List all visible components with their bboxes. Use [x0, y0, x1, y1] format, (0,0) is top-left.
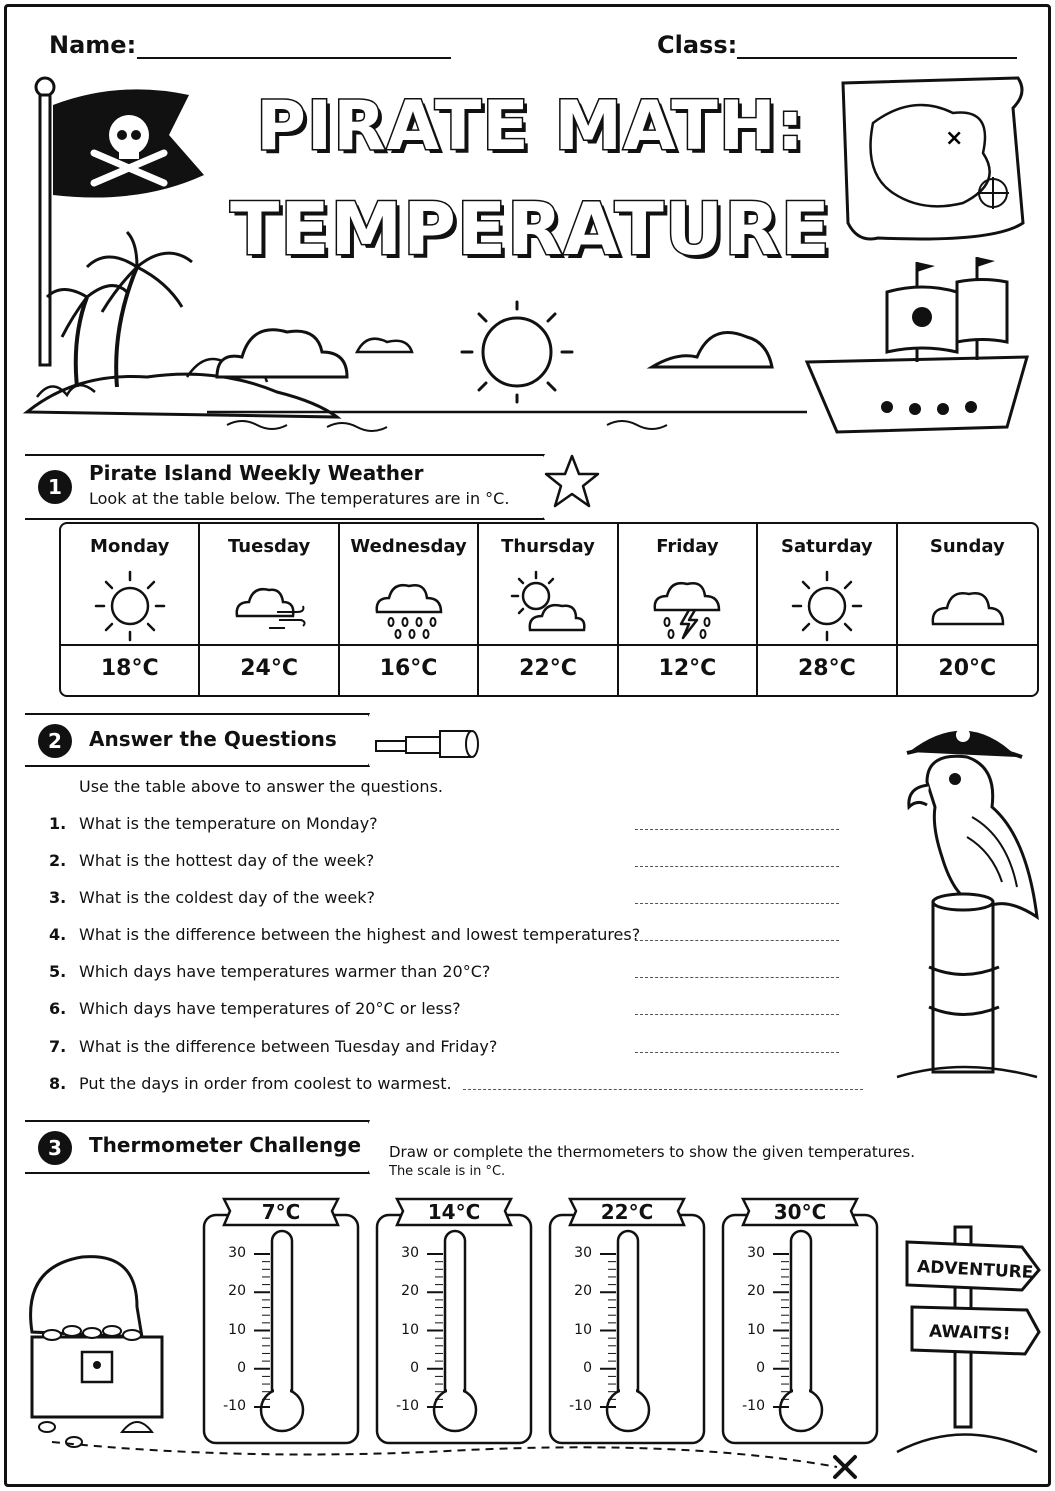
rain-cloud-icon [369, 566, 449, 646]
section-1-subtitle: Look at the table below. The temperatures are in °C. [89, 489, 510, 508]
section-1-title: Pirate Island Weekly Weather [89, 461, 424, 485]
question-6: 6. Which days have temperatures of 20°C or less? [49, 999, 461, 1018]
cloud-wind-icon [229, 566, 309, 646]
thermometer-scale-label: 30 [228, 1245, 246, 1261]
spyglass-icon [372, 725, 482, 765]
name-label: Name: [49, 31, 137, 59]
answer-line-7[interactable] [635, 1052, 839, 1053]
worksheet-page [4, 4, 1051, 1487]
title-line-1: PIRATE MATH: [256, 87, 805, 166]
weather-temp: 22°C [519, 656, 577, 681]
weather-cell-thursday [479, 524, 618, 695]
weather-day-label: Monday [90, 536, 170, 557]
weather-day-label: Wednesday [350, 536, 467, 557]
weather-cell-saturday [758, 524, 897, 695]
weather-temp: 24°C [240, 656, 299, 681]
weather-cell-wednesday [340, 524, 479, 695]
weather-day-label: Sunday [929, 536, 1005, 557]
weather-cell-sunday [898, 524, 1037, 695]
weather-temp: 28°C [797, 656, 856, 681]
weather-day-label: Friday [656, 536, 719, 557]
question-4: 4. What is the difference between the highest and lowest temperatures? [49, 925, 641, 944]
weather-temp: 12°C [658, 656, 717, 681]
thermometer-scale-label: 20 [401, 1283, 419, 1300]
thermometer-3[interactable] [548, 1197, 708, 1447]
parrot-icon [887, 707, 1047, 1097]
pirate-ship-icon [797, 252, 1037, 447]
weather-cell-tuesday [200, 524, 339, 695]
thermometer-scale-label: 0 [583, 1359, 592, 1376]
weather-day-label: Thursday [501, 536, 595, 557]
treasure-path [47, 1432, 877, 1487]
answer-line-6[interactable] [635, 1014, 839, 1015]
weather-temp: 16°C [379, 656, 438, 681]
weather-day-label: Saturday [781, 536, 873, 557]
thermometer-scale-label: -10 [742, 1398, 765, 1414]
thermometer-scale-label: -10 [569, 1398, 592, 1414]
thermometer-scale-label: 10 [574, 1321, 592, 1338]
answer-line-2[interactable] [635, 866, 839, 867]
answer-line-1[interactable] [635, 829, 839, 830]
thermometer-target-label: 14°C [427, 1200, 481, 1224]
question-5: 5. Which days have temperatures warmer than 20°C? [49, 962, 491, 981]
weather-cell-friday [619, 524, 758, 695]
thermometer-scale-label: 10 [747, 1321, 765, 1338]
section-2-number: 2 [38, 724, 72, 758]
question-2: 2. What is the hottest day of the week? [49, 851, 375, 870]
thermometer-scale-label: 30 [401, 1245, 419, 1261]
sign-text-top: ADVENTURE [916, 1256, 1034, 1284]
thermometer-scale-label: 0 [410, 1359, 419, 1376]
section-1-number: 1 [38, 470, 72, 504]
section-2-subtitle: Use the table above to answer the questions. [79, 777, 443, 796]
sea-scene-icon [207, 297, 807, 437]
thermometer-scale-label: 20 [574, 1283, 592, 1300]
section-3-title: Thermometer Challenge [89, 1133, 362, 1157]
class-label: Class: [657, 31, 738, 59]
question-3: 3. What is the coldest day of the week? [49, 888, 375, 907]
thermometer-2[interactable] [375, 1197, 535, 1447]
title-line-2: TEMPERATURE [230, 187, 831, 271]
partly-cloudy-icon [508, 566, 588, 646]
thermometer-1[interactable] [202, 1197, 362, 1447]
name-line[interactable] [137, 57, 451, 59]
thermometer-scale-label: -10 [223, 1398, 246, 1414]
thermometer-target-label: 7°C [261, 1200, 301, 1224]
treasure-chest-icon [12, 1247, 197, 1457]
question-7: 7. What is the difference between Tuesday and Friday? [49, 1037, 498, 1056]
sun-icon [787, 566, 867, 646]
answer-line-5[interactable] [635, 977, 839, 978]
thermometer-target-label: 30°C [773, 1200, 827, 1224]
thermometer-4[interactable] [721, 1197, 881, 1447]
cloud-icon [927, 566, 1007, 646]
question-1: 1. What is the temperature on Monday? [49, 814, 378, 833]
starfish-icon [542, 452, 602, 512]
class-line[interactable] [737, 57, 1017, 59]
thermometer-scale-label: 20 [747, 1283, 765, 1300]
thermometer-scale-label: 20 [228, 1283, 246, 1300]
thermometer-target-label: 22°C [600, 1200, 654, 1224]
weather-temp: 18°C [100, 656, 159, 681]
answer-line-3[interactable] [635, 903, 839, 904]
thermometer-scale-label: 10 [401, 1321, 419, 1338]
section-3-instruction: Draw or complete the thermometers to show the given temperatures. [389, 1143, 915, 1161]
question-8: 8. Put the days in order from coolest to warmest. [49, 1074, 452, 1093]
thermometer-scale-label: 30 [747, 1245, 765, 1261]
thermometer-scale-label: 0 [756, 1359, 765, 1376]
weather-day-label: Tuesday [228, 536, 311, 557]
answer-line-8[interactable] [463, 1089, 863, 1090]
answer-line-4[interactable] [635, 940, 839, 941]
weather-temp: 20°C [938, 656, 997, 681]
treasure-map-icon [833, 73, 1033, 248]
thermometer-scale-label: -10 [396, 1398, 419, 1414]
sun-icon [90, 566, 170, 646]
section-3-number: 3 [38, 1131, 72, 1165]
sign-text-bottom: AWAITS! [928, 1321, 1011, 1345]
thermometer-scale-label: 10 [228, 1321, 246, 1338]
weather-table [59, 522, 1039, 697]
thermometer-scale-label: 0 [237, 1359, 246, 1376]
weather-cell-monday [61, 524, 200, 695]
storm-cloud-icon [647, 566, 727, 646]
thermometer-scale-label: 30 [574, 1245, 592, 1261]
svg-text:×: × [945, 126, 964, 151]
section-2-title: Answer the Questions [89, 727, 337, 751]
section-3-scale-note: The scale is in °C. [389, 1164, 506, 1179]
